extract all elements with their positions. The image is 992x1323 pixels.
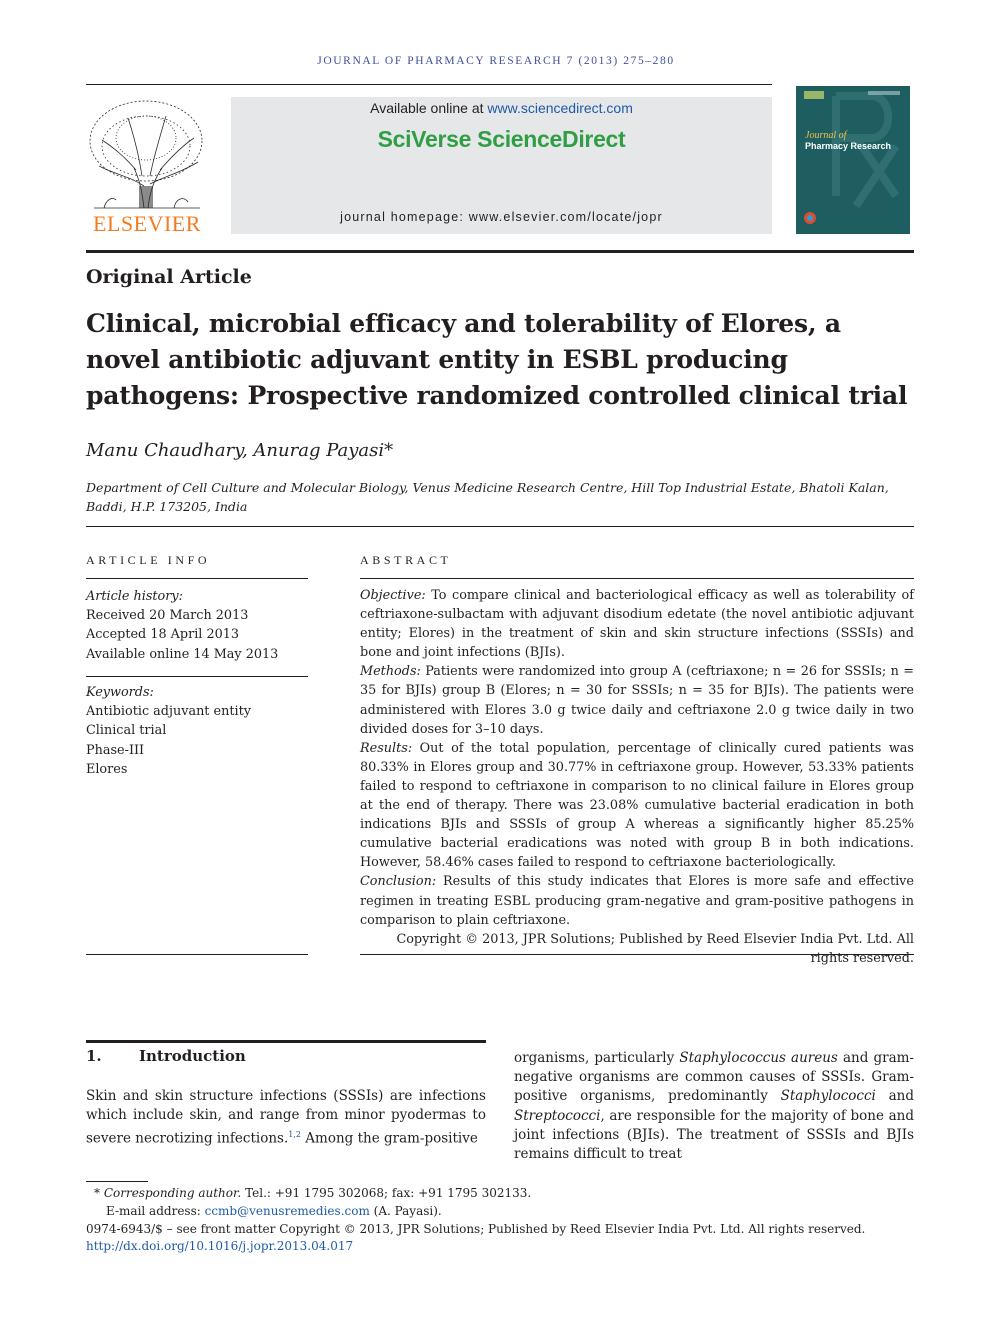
methods-text: Patients were randomized into group A (ceftriaxone; n = 26 for SSSIs; n = 35 for BJIs) group B (Elores; n = 30 for SSSIs; n = 35 for BJIs). The patients were administered with Elores 3.0 g twice daily and ceftriaxone 2.0 g twice daily in two divided doses for 3–10 days. — [360, 664, 914, 737]
cover-title-line-1: Journal of — [805, 130, 847, 141]
available-online-line — [231, 100, 772, 116]
section-title: Introduction — [139, 1047, 246, 1065]
intro-heading — [86, 1047, 246, 1065]
species-name: Streptococci — [514, 1107, 601, 1124]
available-text: Available online at — [370, 100, 488, 116]
abstract-heading: ABSTRACT — [360, 553, 452, 567]
footnote-rule — [86, 1181, 148, 1182]
doi-link[interactable]: http://dx.doi.org/10.1016/j.jopr.2013.04.017 — [86, 1239, 354, 1254]
elsevier-wordmark: ELSEVIER — [93, 211, 201, 236]
abstract-objective — [360, 586, 914, 662]
conclusion-label: Conclusion: — [360, 874, 437, 890]
intro-text-a: Skin and skin structure infections (SSSIs) are infections which include skin, and range from minor pyodermas to severe necrotizing infections. — [86, 1088, 486, 1147]
article-title: Clinical, microbial efficacy and tolerability of Elores, a novel antibiotic adjuvant entity in ESBL producing pathogens: Prospective randomized controlled clinical trial — [86, 309, 908, 410]
keyword: Antibiotic adjuvant entity — [86, 704, 251, 720]
cover-decoration-icon — [796, 86, 910, 234]
keywords-label: Keywords: — [86, 685, 154, 700]
intro-right-text-1: organisms, particularly — [514, 1050, 680, 1066]
abstract-bottom-rule — [360, 954, 914, 955]
online-date: Available online 14 May 2013 — [86, 646, 279, 662]
keyword: Clinical trial — [86, 723, 167, 739]
sciencedirect-link[interactable]: www.sciencedirect.com — [487, 100, 633, 116]
journal-cover-image — [796, 86, 910, 234]
author-affiliation: Department of Cell Culture and Molecular Biology, Venus Medicine Research Centre, Hill Top Industrial Estate, Bhatoli Kalan, Baddi, H.P. 173205, India — [86, 480, 889, 514]
keywords-block — [86, 683, 308, 779]
keyword: Elores — [86, 761, 128, 777]
abstract-results — [360, 739, 914, 873]
conclusion-text: Results of this study indicates that Elores is more safe and effective regimen in treating ESBL producing gram-negative and gram-positive pathogens in comparison to plain ceftriaxone. — [360, 874, 914, 928]
results-label: Results: — [360, 740, 413, 756]
abstract-copyright: Copyright © 2013, JPR Solutions; Published by Reed Elsevier India Pvt. Ltd. All rights reserved. — [396, 931, 914, 966]
corresponding-label: Corresponding author. — [103, 1186, 242, 1200]
objective-label: Objective: — [360, 588, 426, 603]
article-info-bottom-rule — [86, 954, 308, 955]
keyword: Phase-III — [86, 742, 145, 758]
section-rule — [86, 526, 914, 527]
intro-left-column — [86, 1087, 486, 1149]
abstract-methods — [360, 662, 914, 738]
email-note — [86, 1203, 916, 1221]
corresponding-author-note — [86, 1185, 916, 1203]
issn-line: 0974-6943/$ – see front matter Copyright © 2013, JPR Solutions; Published by Reed Elsevier India Pvt. Ltd. All rights reserved. — [86, 1221, 866, 1236]
cover-title-line-2: Pharmacy Research — [805, 141, 892, 151]
email-label: E-mail address: — [106, 1203, 205, 1218]
contact-numbers: Tel.: +91 1795 302068; fax: +91 1795 302133. — [241, 1186, 532, 1200]
reference-link[interactable]: 1,2 — [288, 1130, 301, 1140]
header-rule — [86, 84, 772, 85]
article-type: Original Article — [86, 266, 252, 288]
intro-right-column — [514, 1049, 914, 1164]
author-list: Manu Chaudhary, Anurag Payasi* — [86, 440, 394, 461]
journal-homepage[interactable]: journal homepage: www.elsevier.com/locate/jopr — [340, 210, 663, 224]
results-text: Out of the total population, percentage of clinically cured patients was 80.33% in Elores group and 30.77% in ceftriaxone group. However, 53.33% patients failed to respond to ceftriaxone in comparison to no clinical failure in Elores group at the end of therapy. There was 23.08% cumulative bacterial eradication in both indications BJIs and SSSIs of group A whereas a significantly higher 85.25% cumulative bacterial eradications was noted with group B in both indications. However, 58.46% cases failed to respond to ceftriaxone bacteriologically. — [360, 740, 914, 871]
intro-right-text-3: and — [875, 1088, 914, 1105]
section-number: 1. — [86, 1047, 102, 1065]
intro-text-b: Among the gram-positive — [300, 1130, 478, 1147]
objective-text: To compare clinical and bacteriological efficacy as well as tolerability of ceftriaxone-sulbactam with adjuvant disodium edetate (the novel antibiotic adjuvant entity; Elores) in the treatment of skin and skin structure infections (SSSIs) and bone and joint infections (BJIs). — [360, 588, 914, 661]
email-link[interactable]: ccmb@venusremedies.com — [204, 1203, 370, 1218]
intro-right-text-2: and gram-negative organisms are common causes of SSSIs. Gram-positive organisms, predominantly — [514, 1050, 914, 1105]
abstract-rule — [360, 578, 914, 579]
accepted-date: Accepted 18 April 2013 — [86, 627, 240, 643]
cover-title — [805, 130, 905, 152]
abstract-conclusion — [360, 872, 914, 929]
footnote-star: * — [94, 1186, 100, 1200]
keywords-rule — [86, 676, 308, 677]
received-date: Received 20 March 2013 — [86, 608, 249, 624]
abstract-body — [360, 586, 914, 968]
species-name: Staphylococci — [780, 1088, 876, 1105]
journal-citation-line: JOURNAL OF PHARMACY RESEARCH 7 (2013) 275–280 — [317, 55, 675, 67]
article-info-heading: ARTICLE INFO — [86, 553, 211, 567]
species-name: Staphylococcus aureus — [679, 1050, 838, 1066]
email-owner: (A. Payasi). — [369, 1203, 442, 1218]
intro-right-text-4: , are responsible for the majority of bone and joint infections (BJIs). The treatment of SSSIs and BJIs remains difficult to treat — [514, 1107, 914, 1163]
article-info-rule — [86, 578, 308, 579]
footnotes — [86, 1185, 916, 1256]
title-rule — [86, 250, 914, 253]
article-history — [86, 587, 308, 664]
intro-rule — [86, 1040, 486, 1043]
sciverse-logo-text: SciVerse ScienceDirect — [377, 126, 626, 152]
history-label: Article history: — [86, 589, 183, 604]
methods-label: Methods: — [360, 664, 421, 680]
